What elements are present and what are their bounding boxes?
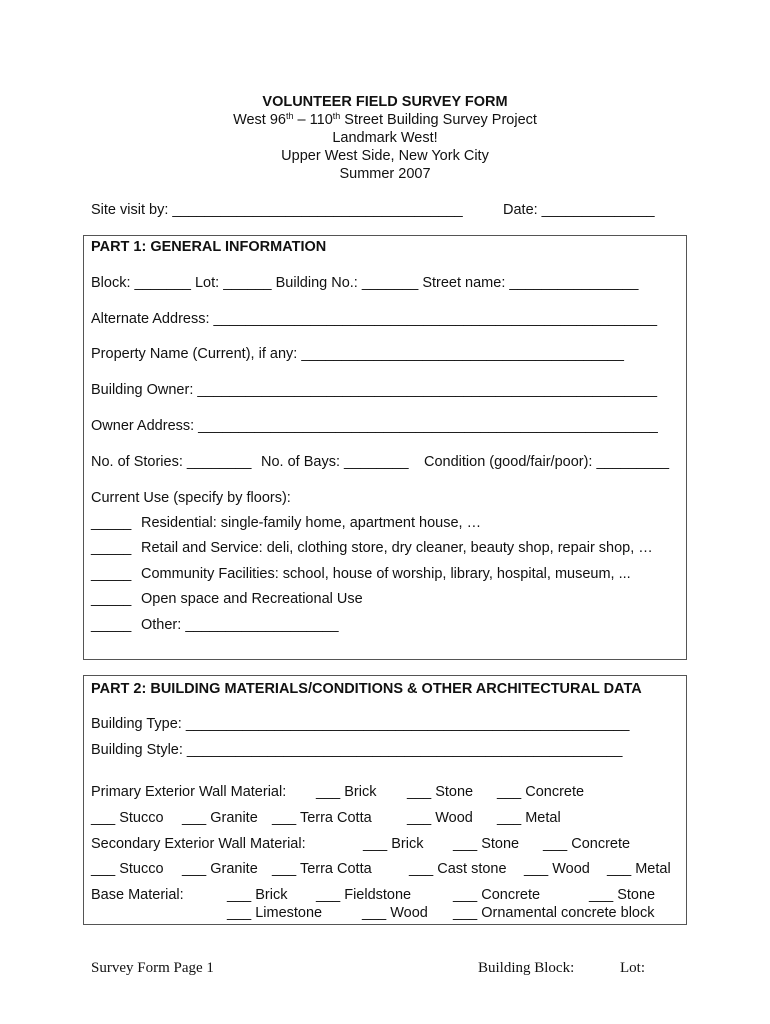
base-limestone-option[interactable]: ___ Limestone <box>227 905 323 921</box>
secondary-brick-option[interactable]: ___ Brick <box>363 836 424 852</box>
project-line: West 96th – 110th Street Building Survey Project <box>233 111 537 128</box>
use-retail-label: Retail and Service: deli, clothing store, dry cleaner, beauty shop, repair shop, … <box>141 540 653 556</box>
secondary-terracotta-option[interactable]: ___ Terra Cotta <box>272 861 372 877</box>
use-residential-label: Residential: single-family home, apartment house, … <box>141 515 482 531</box>
footer-page-label: Survey Form Page 1 <box>91 960 214 976</box>
date-field[interactable]: Date: ______________ <box>503 202 655 218</box>
part1-title: PART 1: GENERAL INFORMATION <box>91 239 327 255</box>
use-retail-blank[interactable]: _____ <box>91 540 132 556</box>
primary-stone-option[interactable]: ___ Stone <box>407 784 474 800</box>
use-other-blank[interactable]: _____ <box>91 617 132 633</box>
secondary-concrete-option[interactable]: ___ Concrete <box>543 836 631 852</box>
primary-wood-option[interactable]: ___ Wood <box>407 810 473 826</box>
footer-lot-label: Lot: <box>620 960 645 976</box>
primary-metal-option[interactable]: ___ Metal <box>497 810 561 826</box>
footer-building-block-label: Building Block: <box>478 960 575 976</box>
secondary-caststone-option[interactable]: ___ Cast stone <box>409 861 507 877</box>
secondary-metal-option[interactable]: ___ Metal <box>607 861 671 877</box>
secondary-stone-option[interactable]: ___ Stone <box>453 836 520 852</box>
building-owner-field[interactable]: Building Owner: _________________________________________________________ <box>91 382 658 398</box>
base-concrete-option[interactable]: ___ Concrete <box>453 887 541 903</box>
current-use-label: Current Use (specify by floors): <box>91 490 291 506</box>
part2-title: PART 2: BUILDING MATERIALS/CONDITIONS & OTHER ARCHITECTURAL DATA <box>91 681 642 697</box>
secondary-granite-option[interactable]: ___ Granite <box>182 861 258 877</box>
base-brick-option[interactable]: ___ Brick <box>227 887 288 903</box>
site-visit-field[interactable]: Site visit by: ____________________________________ <box>91 202 463 218</box>
location-line: Upper West Side, New York City <box>281 148 489 164</box>
use-community-label: Community Facilities: school, house of worship, library, hospital, museum, ... <box>141 566 631 582</box>
primary-terracotta-option[interactable]: ___ Terra Cotta <box>272 810 372 826</box>
base-fieldstone-option[interactable]: ___ Fieldstone <box>316 887 412 903</box>
primary-concrete-option[interactable]: ___ Concrete <box>497 784 585 800</box>
primary-material-label: Primary Exterior Wall Material: <box>91 784 287 800</box>
bays-field[interactable]: No. of Bays: ________ <box>261 454 409 470</box>
form-title: VOLUNTEER FIELD SURVEY FORM <box>262 94 508 110</box>
use-residential-blank[interactable]: _____ <box>91 515 132 531</box>
secondary-material-label: Secondary Exterior Wall Material: <box>91 836 306 852</box>
secondary-stucco-option[interactable]: ___ Stucco <box>91 861 164 877</box>
primary-brick-option[interactable]: ___ Brick <box>316 784 377 800</box>
primary-granite-option[interactable]: ___ Granite <box>182 810 258 826</box>
base-ornamental-option[interactable]: ___ Ornamental concrete block <box>453 905 655 921</box>
season-line: Summer 2007 <box>339 166 431 182</box>
building-style-field[interactable]: Building Style: ______________________________________________________ <box>91 742 623 758</box>
secondary-wood-option[interactable]: ___ Wood <box>524 861 590 877</box>
condition-field[interactable]: Condition (good/fair/poor): _________ <box>424 454 670 470</box>
stories-field[interactable]: No. of Stories: ________ <box>91 454 252 470</box>
alternate-address-field[interactable]: Alternate Address: _______________________________________________________ <box>91 311 658 327</box>
organization-line: Landmark West! <box>332 130 438 146</box>
property-name-field[interactable]: Property Name (Current), if any: ________________________________________ <box>91 346 624 362</box>
base-material-label: Base Material: <box>91 887 184 903</box>
use-openspace-blank[interactable]: _____ <box>91 591 132 607</box>
use-community-blank[interactable]: _____ <box>91 566 132 582</box>
use-other-label[interactable]: Other: ___________________ <box>141 617 339 633</box>
base-stone-option[interactable]: ___ Stone <box>589 887 656 903</box>
owner-address-field[interactable]: Owner Address: _________________________________________________________ <box>91 418 658 434</box>
block-lot-street-fields[interactable]: Block: _______ Lot: ______ Building No.: _______ Street name: ________________ <box>91 275 639 291</box>
base-wood-option[interactable]: ___ Wood <box>362 905 428 921</box>
primary-stucco-option[interactable]: ___ Stucco <box>91 810 164 826</box>
use-openspace-label: Open space and Recreational Use <box>141 591 363 607</box>
building-type-field[interactable]: Building Type: _______________________________________________________ <box>91 716 630 732</box>
